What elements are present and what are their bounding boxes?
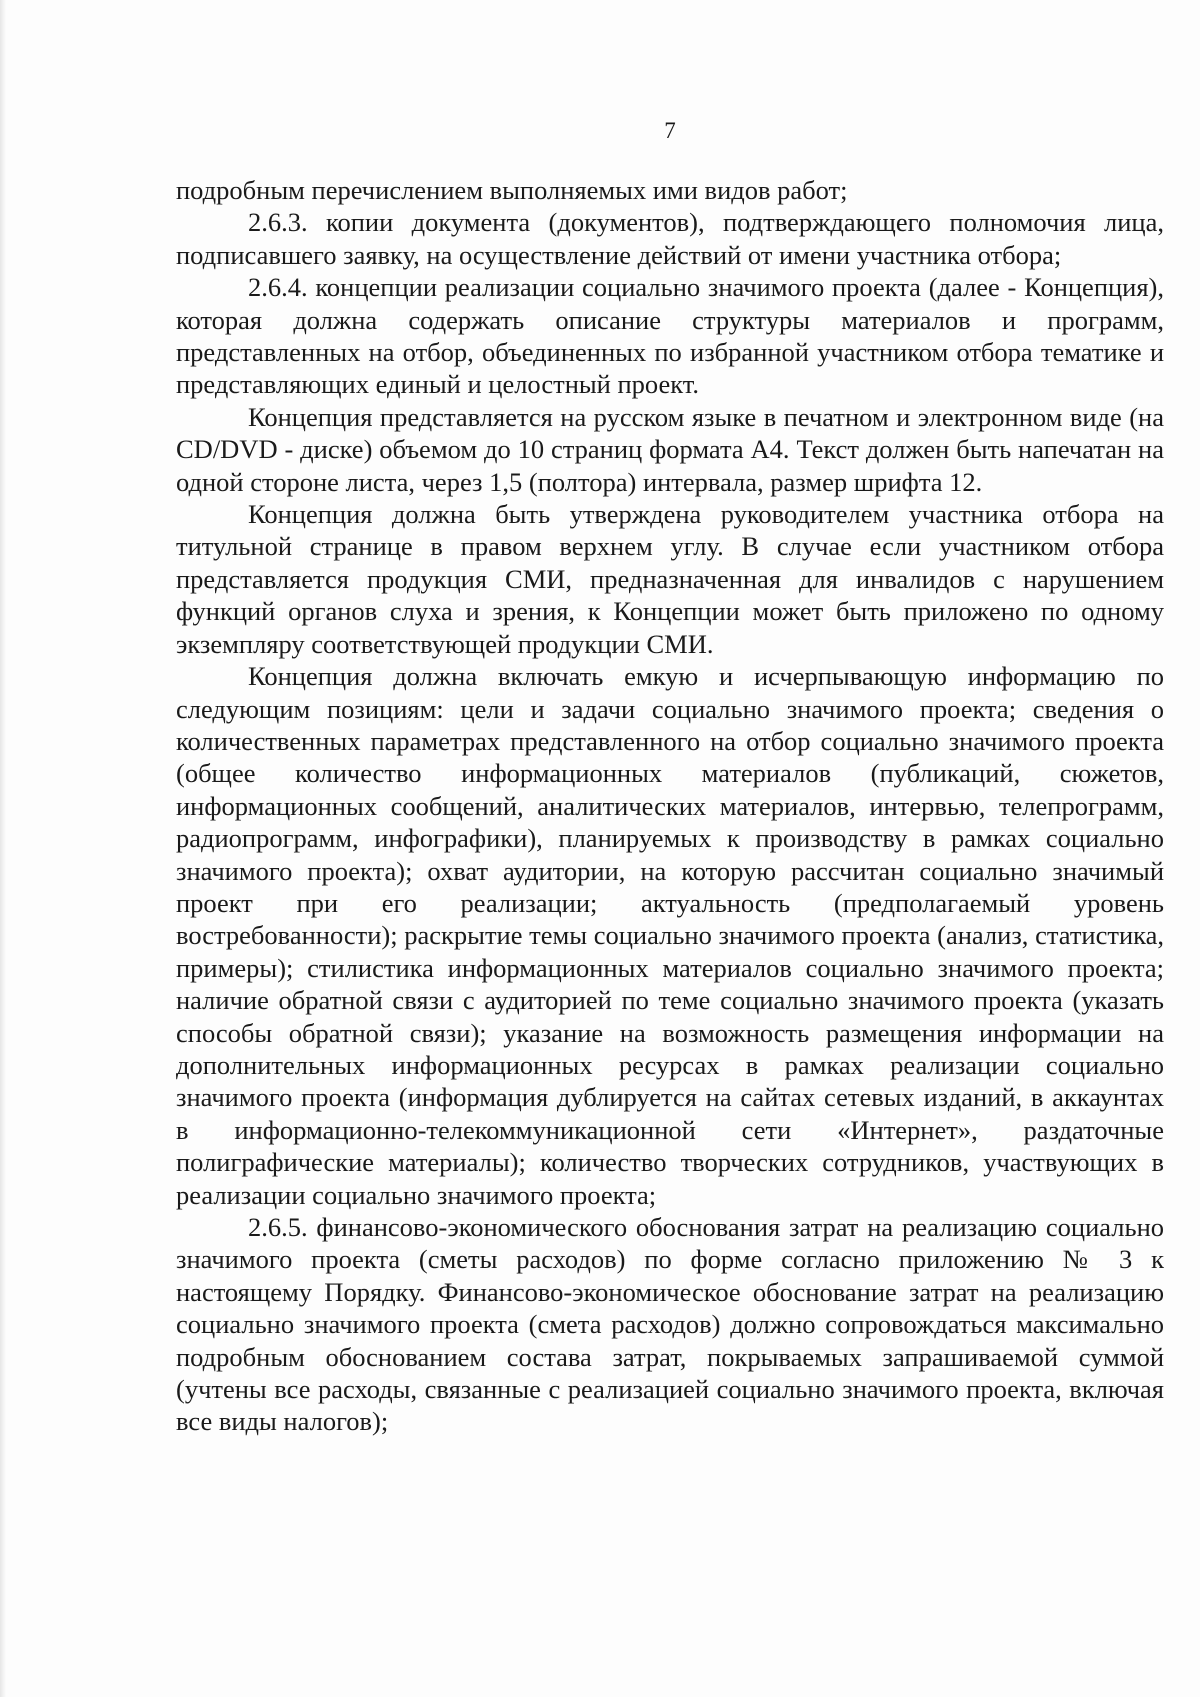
paragraph-work-types-continuation: подробным перечислением выполняемых ими видов работ; <box>176 175 848 205</box>
scan-edge-shadow <box>0 0 6 1697</box>
paragraph-concept-contents: Концепция должна включать емкую и исчерпывающую информацию по следующим позициям: цели и задачи социально значимого проекта; сведения о количественных параметрах представленного на отбор социально значимого проекта (общее количество информационных материалов (публикаций, сюжетов, информационных сообщений, аналитических материалов, интервью, телепрограмм, радиопрограмм, инфографики), планируемых к производству в рамках социально значимого проекта); охват аудитории, на которую рассчитан социально значимый проект при его реализации; актуальность (предполагаемый уровень востребованности); раскрытие темы социально значимого проекта (анализ, статистика, примеры); стилистика информационных материалов социально значимого проекта; наличие обратной связи с аудиторией по теме социально значимого проекта (указать способы обратной связи); указание на возможность размещения информации на дополнительных информационных ресурсах в рамках реализации социально значимого проекта (информация дублируется на сайтах сетевых изданий, в аккаунтах в информационно-телекоммуникационной сети «Интернет», раздаточные полиграфические материалы); количество творческих сотрудников, участвующих в реализации социально значимого проекта; <box>176 661 1164 1210</box>
paragraph-2-6-3-authority-documents: 2.6.3. копии документа (документов), подтверждающего полномочия лица, подписавшего заявку, на осуществление действий от имени участника отбора; <box>176 207 1164 270</box>
paragraph-2-6-5-cost-justification: 2.6.5. финансово-экономического обоснования затрат на реализацию социально значимого проекта (сметы расходов) по форме согласно приложению № 3 к настоящему Порядку. Финансово-экономическое обоснование затрат на реализацию социально значимого проекта (смета расходов) должно сопровождаться максимально подробным обоснованием состава затрат, покрываемых запрашиваемой суммой (учтены все расходы, связанные с реализацией социально значимого проекта, включая все виды налогов); <box>176 1212 1164 1437</box>
page-number: 7 <box>664 118 676 143</box>
paragraph-concept-approval: Концепция должна быть утверждена руководителем участника отбора на титульной странице в правом верхнем углу. В случае если участником отбора представляется продукция СМИ, предназначенная для инвалидов с нарушением функций органов слуха и зрения, к Концепции может быть приложено по одному экземпляру соответствующей продукции СМИ. <box>176 499 1164 659</box>
paragraph-2-6-4-concept: 2.6.4. концепции реализации социально значимого проекта (далее - Концепция), которая должна содержать описание структуры материалов и программ, представленных на отбор, объединенных по избранной участником отбора тематике и представляющих единый и целостный проект. <box>176 272 1164 400</box>
paragraph-concept-format: Концепция представляется на русском языке в печатном и электронном виде (на CD/DVD - диске) объемом до 10 страниц формата А4. Текст должен быть напечатан на одной стороне листа, через 1,5 (полтора) интервала, размер шрифта 12. <box>176 401 1164 497</box>
document-body <box>176 174 1164 1438</box>
